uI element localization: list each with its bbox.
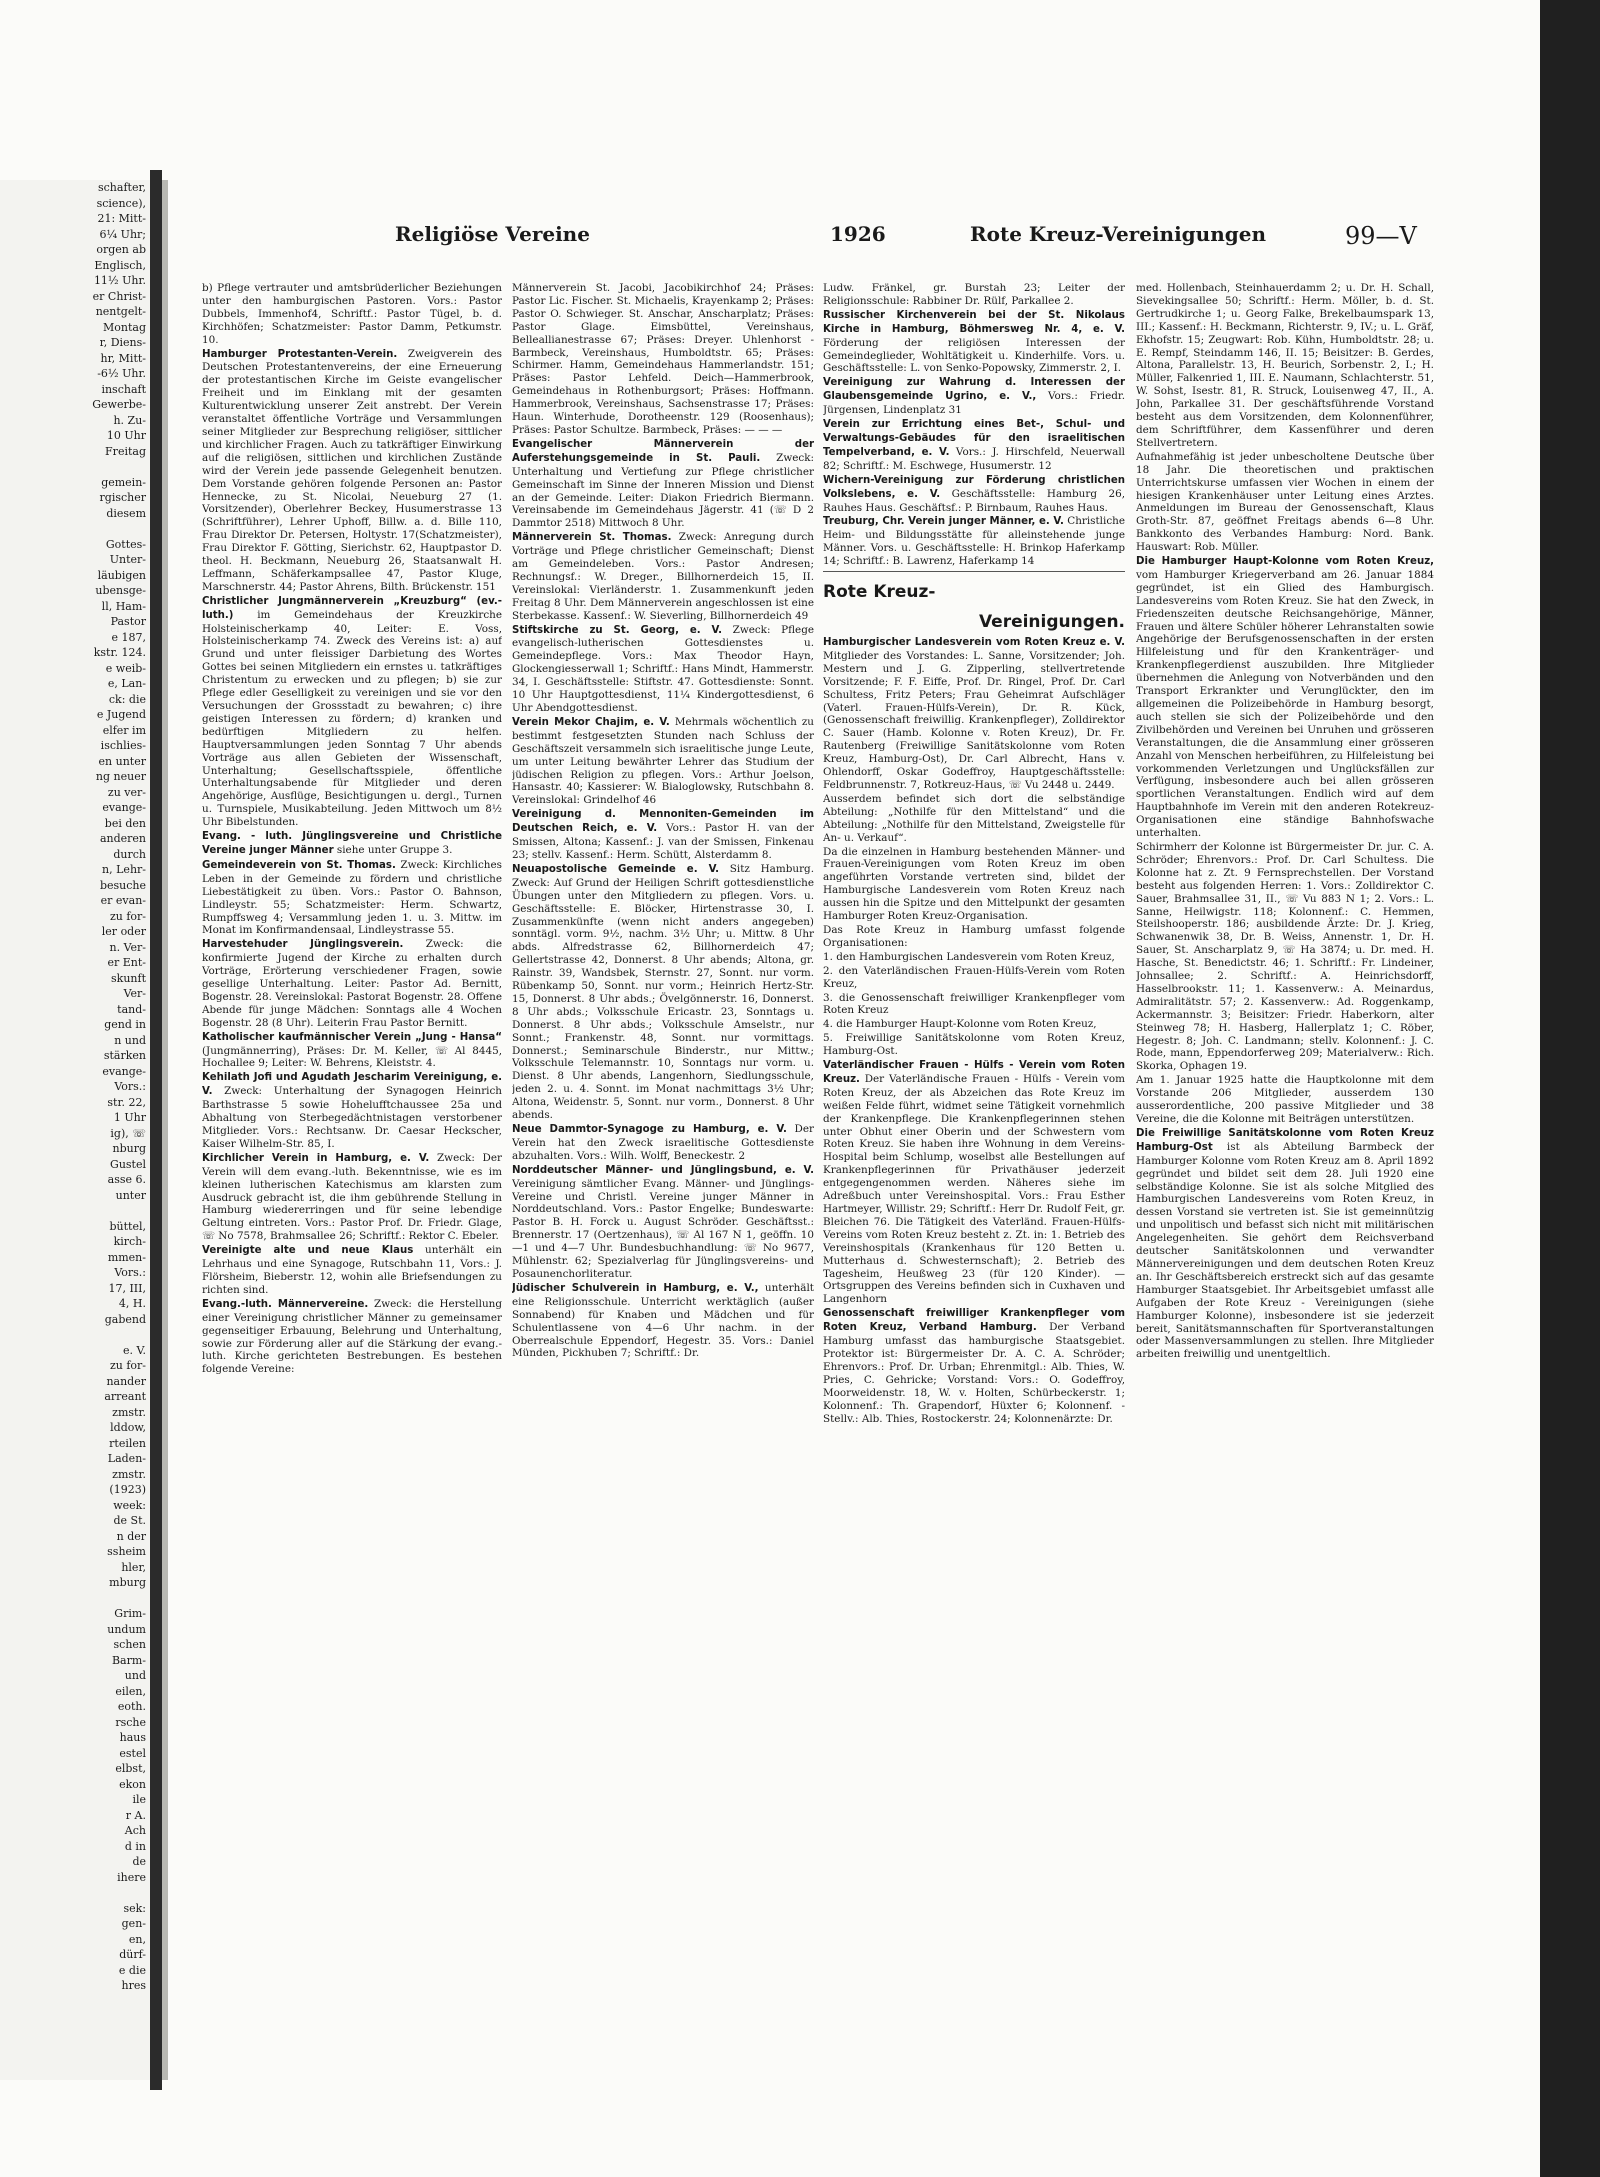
entry-heading: Vereinigung d. Mennoniten-Gemeinden im Deutschen Reich, e. V. xyxy=(512,809,814,835)
left-margin-fragment: -6½ Uhr. xyxy=(97,367,146,380)
left-margin-fragment: Englisch, xyxy=(94,258,146,272)
entry-heading: Vereinigung zur Wahrung d. Interessen der Glaubensgemeinde Ugrino, e. V., xyxy=(823,377,1125,403)
book-spine xyxy=(150,170,162,2090)
right-scan-edge xyxy=(1540,0,1600,2177)
entry-text: Zweck: Unterhaltung und Vertiefung zur Pflege christlicher Gemeinschaft im Sinne der Inneren Mission und Dienst an der Gemeinde. Leiter: Diakon Friedrich Biermann. Vereinsabende im Gemeindehaus Jägerstr. 41 (☏ D 2 Dammtor 2518) Mittwoch 8 Uhr. xyxy=(512,451,814,530)
left-margin-fragment: bei den xyxy=(104,816,146,830)
left-margin-fragment: skunft xyxy=(111,971,146,985)
entry-text: ist als Abteilung Barmbeck der Hamburger Kolonne vom Roten Kreuz am 8. April 1892 gegründet und bildet seit dem 28. Juli 1920 eine selbständige Kolonne. Sie ist als solche Mitglied des Hamburgischen Landesvereins vom Roten Kreuz, in dessen Vorstand sie vertreten ist. Sie ist gemeinnützig und unpolitisch und befasst sich nicht mit militärischen Angelegenheiten. Sie gehört dem Reichsverband deutscher Sanitätskolonnen und verwandter Männervereinigungen und dem deutschen Roten Kreuz an. Ihr Geschäftsbereich erstreckt sich auf das gesamte Hamburger Staatsgebiet. Ihr Arbeitsgebiet umfasst alle Aufgaben der Rote Kreuz - Vereinigungen (siehe Hamburger Kolonne), insbesondere ist sie jederzeit bereit, Sanitätsmannschaften für Sportveranstaltungen oder Massenversammlungen zu stellen. Ihre Mitglieder arbeiten freiwillig und unentgeltlich. xyxy=(1136,1140,1434,1361)
left-margin-fragment: 6¼ Uhr; xyxy=(99,227,146,241)
left-margin-fragment: ihere xyxy=(117,1870,146,1884)
directory-entry xyxy=(202,1152,502,1243)
entry-text: 3. die Genossenschaft freiwilliger Krankenpfleger vom Roten Kreuz xyxy=(823,991,1125,1017)
directory-entry xyxy=(202,1031,502,1071)
entry-text: Förderung der religiösen Interessen der Gemeindeglieder, Wohltätigkeit u. Kinderhilfe. Vors. u. Geschäftsstelle: L. von Senko-Popowsky, Zimmerstr. 2, I. xyxy=(823,336,1125,375)
left-margin-fragment: zu for- xyxy=(109,909,146,923)
directory-entry xyxy=(1136,841,1434,1073)
entry-text: med. Hollenbach, Steinhauerdamm 2; u. Dr. H. Schall, Sievekingsallee 50; Schriftf.: Herm. Möller, b. d. St. Gertrudkirche 1; u. Georg Falke, Brekelbaumspark 13, III.; Kassenf.: H. Beckmann, Richterstr. 9, IV.; u. L. Gräf, Ekhofstr. 15; Zeugwart: Rob. Kühn, Humboldtstr. 28; u. E. Rempf, Steindamm 146, II. 15; Beisitzer: B. Gerdes, Altona, Parallelstr. 13, H. Beurich, Sorbenstr. 2, I.; H. Müller, Falkenried 1, III. E. Naumann, Schlachterstr. 51, W. Sohst, Isestr. 81, R. Struck, Louisenweg 47, II., A. John, Parkallee 31. Der geschäftsführende Vorstand besteht aus dem Vorsitzenden, dem Kolonnenführer, dem Schriftführer, dem Kassenführer und deren Stellvertretern. xyxy=(1136,282,1434,449)
entry-text: Schirmherr der Kolonne ist Bürgermeister Dr. jur. C. A. Schröder; Ehrenvors.: Prof. Dr. Carl Schultess. Die Kolonne hat z. Zt. 9 Fernsprechstellen. Der Vorstand besteht aus folgenden Herren: 1. Vors.: Zolldirektor C. Sauer, Brahmsallee 31, II., ☏ Vu 883 N 1; 2. Vors.: L. Sanne, Heilwigstr. 118; Kolonnenf.: C. Hemmen, Steilshooperstr. 186; ausbildende Ärzte: Dr. J. Krieg, Schwanenwik 38, Dr. B. Weiss, Annenstr. 1, Dr. H. Sauer, St. Anscharplatz 9, ☏ Ha 3874; u. Dr. med. H. Hasche, St. Benedictstr. 46; 1. Schriftf.: Fr. Lindeiner, Johnsallee; 2. Schriftf.: A. Heinrichsdorff, Hasselbrookstr. 11; 1. Kassenverw.: A. Meinardus, Admiralitätstr. 57; 2. Kassenverw.: Ad. Roggenkamp, Ackermannstr. 3; Beisitzer: Friedr. Haberkorn, alter Steinweg 78; H. Hasberg, Hallerplatz 1; C. Röber, Hegestr. 8; Joh. C. Landmann; stellv. Kolonnenf.: J. C. Rode, mann, Eppendorferweg 209; Materialverw.: Rich. Skorka, Ophagen 19. xyxy=(1136,840,1434,1073)
left-page-margin-fragment xyxy=(0,180,150,2080)
entry-heading: Neue Dammtor-Synagoge zu Hamburg, e. V. xyxy=(512,1124,787,1135)
entry-heading: Verein zur Errichtung eines Bet-, Schul- und Verwaltungs-Gebäudes für den israelitischen Tempelverband, e. V. xyxy=(823,419,1125,458)
directory-entry xyxy=(823,924,1125,950)
left-margin-fragment: ischlies- xyxy=(100,739,146,752)
left-margin-fragment: elfer im xyxy=(102,723,146,737)
left-margin-fragment: ler oder xyxy=(101,925,146,938)
directory-entry xyxy=(202,859,502,937)
directory-entry xyxy=(823,309,1125,376)
text-column-2 xyxy=(512,282,814,2062)
left-margin-fragment: mburg xyxy=(109,1576,146,1589)
entry-heading: Vereinigte alte und neue Klaus xyxy=(202,1245,414,1257)
entry-heading: Hamburgischer Landesverein vom Roten Kreuz e. V. xyxy=(823,637,1125,649)
entry-heading: Wichern-Vereinigung zur Förderung christlichen Volkslebens, e. V. xyxy=(823,474,1125,500)
left-margin-fragment: hr, Mitt- xyxy=(100,351,146,365)
left-margin-fragment: rsche xyxy=(115,1715,146,1729)
left-margin-fragment: Gustel xyxy=(110,1157,146,1171)
entry-heading: Evang. - luth. Jünglingsvereine und Christliche Vereine junger Männer xyxy=(202,831,502,856)
left-margin-fragment: ig), ☏ xyxy=(110,1126,146,1140)
left-margin-fragment: n, Lehr- xyxy=(102,863,146,876)
left-margin-fragment: Barm- xyxy=(111,1653,146,1667)
left-margin-fragment: und xyxy=(124,1669,146,1682)
directory-entry xyxy=(202,1071,502,1150)
left-margin-fragment: e, Lan- xyxy=(107,677,146,690)
left-margin-fragment: unter xyxy=(115,1188,146,1202)
entry-heading: Gemeindeverein von St. Thomas. xyxy=(202,859,396,871)
text-column-3 xyxy=(823,282,1125,2062)
entry-text: b) Pflege vertrauter und amtsbrüderlicher Beziehungen unter den hamburgischen Pastoren. Vors.: Pastor Dubbels, Immenhof4, Schriftf.: Pastor Tügel, b. d. Kirchhöfen; Schatzmeister: Pastor Damm, Petkumstr. 10. xyxy=(202,282,502,346)
left-margin-fragment: e 187, xyxy=(111,630,146,644)
directory-entry xyxy=(202,595,502,829)
left-margin-fragment: besuche xyxy=(99,878,146,892)
left-margin-fragment: anderen xyxy=(99,832,146,845)
left-margin-fragment: er evan- xyxy=(100,894,146,907)
running-header xyxy=(200,222,1490,256)
left-margin-fragment: week: xyxy=(113,1498,146,1512)
left-margin-fragment: ubensge- xyxy=(95,584,146,597)
left-margin-fragment: stärken xyxy=(103,1049,146,1062)
entry-text: (Jungmännerring), Präses: Dr. M. Keller, ☏ Al 8445, Hochallee 9; Leiter: W. Behrens, Kleiststr. 4. xyxy=(202,1044,502,1070)
left-margin-fragment: tand- xyxy=(117,1002,146,1016)
left-margin-fragment: Ach xyxy=(124,1824,146,1837)
directory-entry xyxy=(823,376,1125,417)
entry-heading: Katholischer kaufmännischer Verein „Jung - Hansa“ xyxy=(202,1031,502,1043)
left-margin-fragment: haus xyxy=(119,1731,146,1744)
left-margin-fragment: zu ver- xyxy=(107,785,146,799)
left-margin-fragment: 1 Uhr xyxy=(113,1111,146,1124)
entry-heading: Harvestehuder Jünglingsverein. xyxy=(202,939,404,951)
entry-text: Der Vaterländische Frauen - Hülfs - Verein vom Roten Kreuz, der als Abzeichen das Rote Kreuz im weißen Felde führt, widmet seine Tätigkeit vornehmlich der Krankenpflege. Die Krankenpflegerinnen stehen unter Obhut einer Oberin und der Schwestern vom Roten Kreuz. Sie haben ihre Wohnung in dem Vereins-Hospital beim Schlump, woselbst alle Bestellungen auf Krankenpflegerinnen für Privathäuser jederzeit entgegengenommen werden. Näheres siehe im Adreßbuch unter Vereinshospital. Vors.: Frau Esther Hartmeyer, Willistr. 29; Schriftf.: Herr Dr. Rudolf Feit, gr. Bleichen 76. Die Tätigkeit des Vaterländ. Frauen-Hülfs-Vereins vom Roten Kreuz besteht z. Zt. in: 1. Betrieb des Vereinshospitals (Krankenhaus für 120 Betten u. Mutterhaus d. Schwesternschaft); 2. Betrieb des Tagesheim, Heußweg 23 (für 120 Kinder). — Ortsgruppen des Vereins befinden sich in Cuxhaven und Langenhorn xyxy=(823,1072,1125,1306)
directory-entry xyxy=(823,992,1125,1018)
left-margin-fragment: en, xyxy=(128,1932,146,1946)
directory-entry xyxy=(1136,555,1434,840)
directory-entry xyxy=(512,531,814,622)
left-margin-fragment: ssheim xyxy=(107,1545,146,1558)
left-margin-fragment xyxy=(0,1327,150,1343)
directory-entry xyxy=(512,624,814,715)
left-margin-fragment: nburg xyxy=(112,1142,146,1155)
left-margin-fragment: er Ent- xyxy=(107,956,146,969)
directory-entry xyxy=(202,1298,502,1376)
text-column-4 xyxy=(1136,282,1434,2062)
directory-entry xyxy=(1136,282,1434,450)
left-margin-fragment: hres xyxy=(121,1979,146,1992)
header-chapter-title: Rote Kreuz-Vereinigungen xyxy=(970,222,1266,246)
directory-entry xyxy=(823,846,1125,923)
left-margin-fragment: arreant xyxy=(104,1390,146,1403)
entry-text: Ausserdem befindet sich dort die selbständige Abteilung: „Nothilfe für den Mittelstand“ und die Abteilung: „Nothilfe für den Mittelstand, Zweigstelle für An- u. Verkauf“. xyxy=(823,792,1125,844)
directory-entry xyxy=(512,808,814,862)
entry-text: unterhält ein Lehrhaus und eine Synagoge, Rutschbahn 11, Vors.: J. Flörsheim, Bieberstr. 12, wohin alle Briefsendungen zu richten sind. xyxy=(202,1244,502,1296)
entry-text: vom Hamburger Kriegerverband am 26. Januar 1884 gegründet, ist ein Glied des Hamburgisch. Landesvereins vom Roten Kreuz. Sie hat den Zweck, in Friedenszeiten deutsche Reichsangehörige, Männer, Frauen und ältere Schüler höherer Lehranstalten sowie Angehörige der Berufsgenossenschaften in der ersten Hilfeleistung und für den Krankenträger- und Krankenpflegerdienst auszubilden. Ihre Mitglieder übernehmen die Anlegung von Notverbänden und den Transport Erkrankter und Verunglückter, den im allgemeinen die Polizeibehörde in Hamburg besorgt, auch stellen sie sich der Polizeibehörde und den Zivilbehörden und Vereinen bei Unruhen und grösseren Veranstaltungen, die die Ansammlung einer grösseren Anzahl von Menschen herbeiführen, zu Hilfeleistung bei vorkommenden Verletzungen und Unglücksfällen zur Verfügung, insbesondere auch bei allen grösseren sportlichen Veranstaltungen. Endlich wird auf dem Hauptbahnhofe im Verein mit den anderen Rotekreuz-Organisationen eine ständige Bahnhofswache unterhalten. xyxy=(1136,568,1434,840)
entry-text: Zweck: Anregung durch Vorträge und Pflege christlicher Gemeinschaft; Dienst am Gemeindeleben. Vors.: Pastor Andresen; Rechnungsf.: W. Dreger., Billhornerdeich 15, II. Vereinslokal: Vierländerstr. 1. Zusammenkunft jeden Freitag 8 Uhr. Dem Männerverein angeschlossen ist eine Sterbekasse. Kassenf.: W. Sieverling, Billhornerdeich 49 xyxy=(512,531,814,622)
left-margin-fragment: schafter, xyxy=(98,181,146,194)
left-margin-fragment: elbst, xyxy=(115,1762,146,1775)
left-margin-fragment: dürf- xyxy=(119,1948,146,1961)
left-margin-fragment: 17, III, xyxy=(108,1281,146,1295)
entry-heading: Evangelischer Männerverein der Auferstehungsgemeinde in St. Pauli. xyxy=(512,438,814,464)
entry-heading: Kirchlicher Verein in Hamburg, e. V. xyxy=(202,1152,430,1164)
entry-text: Zweck: Kirchliches Leben in der Gemeinde zu fördern und christliche Liebestätigkeit zu üben. Vors.: Pastor O. Bahnson, Lindleystr. 55; Schatzmeister: Herm. Schwartz, Rumpffsweg 4; Versammlung jeden 1. u. 3. Mittw. im Monat im Konfirmandensaal, Lindleystrasse 55. xyxy=(202,858,502,937)
left-margin-fragment: lddow, xyxy=(110,1421,146,1434)
entry-heading: Norddeutscher Männer- und Jünglingsbund, e. V. xyxy=(512,1164,814,1176)
left-margin-fragment: e. V. xyxy=(122,1343,146,1357)
left-margin-fragment: rgischer xyxy=(99,491,146,504)
directory-entry xyxy=(823,1018,1125,1031)
directory-entry xyxy=(512,282,814,437)
entry-text: 2. den Vaterländischen Frauen-Hülfs-Verein vom Roten Kreuz, xyxy=(823,964,1125,990)
left-margin-fragment: zu for- xyxy=(109,1359,146,1372)
entry-heading: Die Hamburger Haupt-Kolonne vom Roten Kreuz, xyxy=(1136,556,1434,568)
directory-entry xyxy=(823,951,1125,964)
directory-entry xyxy=(823,636,1125,792)
directory-entry xyxy=(823,793,1125,845)
entry-text: unterhält eine Religionsschule. Unterricht werktäglich (außer Sonnabend) für Knaben und Mädchen und für Schulentlassene von 4—6 Uhr nachm. in der Oberrealschule Eppendorf, Hegestr. 35. Vors.: Daniel Münden, Pickhuben 7; Schriftf.: Dr. xyxy=(512,1281,814,1360)
entry-text: Ludw. Fränkel, gr. Burstah 23; Leiter der Religionsschule: Rabbiner Dr. Rülf, Parkallee 2. xyxy=(823,282,1125,307)
directory-entry xyxy=(1136,1074,1434,1126)
left-margin-fragment: eoth. xyxy=(117,1700,146,1713)
entry-heading: Hamburger Protestanten-Verein. xyxy=(202,348,398,360)
entry-text: Aufnahmefähig ist jeder unbescholtene Deutsche über 18 Jahr. Die theoretischen und praktischen Unterrichtskurse umfassen vier Wochen in einem der hiesigen Krankenhäuser unter Leitung eines Arztes. Anmeldungen im Bureau der Genossenschaft, Klaus Groth-Str. 87, geöffnet Freitags abends 6—8 Uhr. Bankkonto des Verbandes Hamburg: Nord. Bank. Hauswart: Rob. Müller. xyxy=(1136,450,1434,554)
directory-entry xyxy=(823,965,1125,991)
directory-entry xyxy=(202,348,502,594)
entry-text: Männerverein St. Jacobi, Jacobikirchhof 24; Präses: Pastor Lic. Fischer. St. Michaelis, Krayenkamp 2; Präses: Pastor O. Schwieger. St. Anschar, Anscharplatz; Präses: Pastor Glage. Eimsbüttel, Vereinshaus, Belleallianestrasse 67; Präses: Dreyer. Uhlenhorst - Barmbeck, Vereinshaus, Humboldtstr. 65; Präses: Schirmer. Hamm, Gemeindehaus Hammerlandstr. 151; Präses: Pastor Lehfeld. Deich—Hammerbrook, Gemeindehaus in Rothenburgsort; Präses: Hoffmann. Hammerbrook, Vereinshaus, Sachsenstrasse 17; Präses: Haun. Winterhude, Dorotheenstr. 129 (Roosenhaus); Präses: Pastor Schultze. Barmbeck, Präses: — — — xyxy=(512,282,814,436)
entry-heading: Kehilath Jofi und Agudath Jescharim Vereinigung, e. V. xyxy=(202,1072,502,1098)
left-margin-fragment: asse 6. xyxy=(107,1173,146,1186)
left-margin-fragment: gend in xyxy=(104,1018,146,1031)
directory-entry xyxy=(823,418,1125,473)
entry-text: Am 1. Januar 1925 hatte die Hauptkolonne mit dem Vorstande 206 Mitglieder, ausserdem 130 ausserordentliche, 200 passive Mitglieder und 38 Vereine, die die Kolonne mit Beiträgen unterstützen. xyxy=(1136,1074,1434,1125)
entry-text: Vereinigung sämtlicher Evang. Männer- und Jünglings-Vereine und Christl. Vereine junger Männer in Norddeutschland. Vors.: Pastor Engelke; Bundeswarte: Pastor B. H. Forck u. August Schröder. Geschäftsst.: Brennerstr. 17 (Oertzenhaus), ☏ Al 167 N 1, geöffn. 10—1 und 4—7 Uhr. Bundesbuchhandlung: ☏ No 9677, Mühlenstr. 62; Spezialverlag für Jünglingsvereins- und Posaunenchorliteratur. xyxy=(512,1177,814,1280)
directory-entry xyxy=(512,1164,814,1281)
left-margin-fragment: mmen- xyxy=(107,1250,146,1264)
left-margin-fragment: str. 22, xyxy=(107,1095,146,1109)
left-margin-fragment: Freitag xyxy=(105,444,146,458)
entry-text: Mehrmals wöchentlich zu bestimmt festgesetzten Stunden nach Schluss der Geschäftszeit versammeln sich israelitische junge Leute, um unter Leitung bewährter Lehrer das Studium der jüdischen Religion zu pflegen. Vors.: Arthur Joelson, Hansastr. 40; Kassierer: W. Bialoglowsky, Rutschbahn 8. Vereinslokal: Grindelhof 46 xyxy=(512,715,814,807)
left-margin-fragment: e weib- xyxy=(105,661,146,675)
left-margin-fragment: n und xyxy=(114,1033,146,1047)
left-margin-fragment: büttel, xyxy=(109,1219,146,1233)
left-margin-fragment: durch xyxy=(113,847,146,861)
left-margin-fragment: e die xyxy=(118,1963,146,1977)
directory-entry xyxy=(823,282,1125,308)
left-margin-fragment xyxy=(0,1885,150,1901)
entry-heading: Russischer Kirchenverein bei der St. Nikolaus Kirche in Hamburg, Böhmersweg Nr. 4, e. V. xyxy=(823,309,1125,335)
left-margin-fragment: inschaft xyxy=(101,382,146,396)
left-margin-fragment: de St. xyxy=(113,1514,146,1527)
left-margin-fragment: d in xyxy=(124,1839,146,1853)
entry-text: im Gemeindehaus der Kreuzkirche Holsteinischerkamp 40, Leiter: E. Voss, Holsteinischerkamp 74. Zweck des Vereins ist: a) auf Grund und unter fleissiger Darbietung des Wortes Gottes bei seinen Mitgliedern ein ernstes u. tatkräftiges Christentum zu erwecken und zu pflegen; b) sie zur Pflege edler Geselligkeit zu vereinigen und sie vor den Versuchungen der Grossstadt zu bewahren; c) ihre geistigen Interessen zu fördern; d) kranken und bedürftigen Mitgliedern zu helfen. Hauptversammlungen jeden Sonntag 7 Uhr abends Vorträge aus allen Gebieten der Wissenschaft, Unterhaltung; Gesellschaftsspiele, öffentliche Unterhaltungsabende für Mitglieder und deren Angehörige, Ausflüge, Besichtigungen u. dergl., Turnen u. Turnspiele, Musikabteilung. Jeden Mittwoch um 8½ Uhr Bibelstunden. xyxy=(202,608,502,829)
directory-entry xyxy=(823,1307,1125,1425)
section-heading: Vereinigungen. xyxy=(978,612,1125,633)
left-margin-fragment: sek: xyxy=(123,1901,146,1915)
entry-heading: Die Freiwillige Sanitätskolonne vom Roten Kreuz Hamburg-Ost xyxy=(1136,1127,1434,1153)
entry-text: Das Rote Kreuz in Hamburg umfasst folgende Organisationen: xyxy=(823,923,1125,949)
left-margin-fragment: orgen ab xyxy=(96,243,146,256)
directory-entry xyxy=(202,938,502,1029)
left-margin-fragment: estel xyxy=(119,1746,146,1760)
left-margin-fragment: Gewerbe- xyxy=(92,398,146,411)
entry-text: Der Verein hat den Zweck israelitische Gottesdienste abzuhalten. Vors.: Wilh. Wolff, Beneckestr. 2 xyxy=(512,1123,814,1162)
entry-heading: Christlicher Jungmännerverein „Kreuzburg“ (ev.-luth.) xyxy=(202,595,502,621)
directory-entry xyxy=(202,1244,502,1297)
section-heading: Rote Kreuz- xyxy=(823,582,936,603)
left-margin-fragment: Vors.: xyxy=(114,1266,146,1279)
left-margin-fragment xyxy=(0,521,150,537)
left-margin-fragment: ile xyxy=(132,1793,146,1806)
entry-text: Sitz Hamburg. Zweck: Auf Grund der Heiligen Schrift gottesdienstliche Übungen unter den Mitgliedern zu pflegen. Vors. u. Geschäftsstelle: E. Blöcker, Hirtenstrasse 30, I. Zusammenkünfte (wenn nicht anders angegeben) sonntägl. vorm. 9½, nachm. 3½ Uhr; u. Mittw. 8 Uhr abds. Alfredstrasse 62, Billhornerdeich 47; Gellertstrasse 42, Donnerst. 8 Uhr abends; Altona, gr. Rainstr. 39, Wandsbek, Sternstr. 27, Sonnt. nur vorm. Rübenkamp 50, Sonnt. nur vorm.; Heinrich Hertz-Str. 15, Donnerst. 8 Uhr abds.; Övelgönnerstr. 16, Donnerst. 8 Uhr abds.; Volksschule Ericastr. 23, Sonntags u. Donnerst. 8 Uhr abds.; Volksschule Amselstr., nur Sonnt.; Frankenstr. 48, Sonnt. nur vormittags. Donnerst.; Seminarschule Binderstr., nur Mittw.; Volksschule Telemannstr. 10, Sonntags nur vorm. u. Dienst. 8 Uhr abends, Langenhorn, Siedlungsschule, jeden 2. u. 4. Sonnt. im Monat nachmittags 3½ Uhr; Altona, Weidenstr. 5, Sonnt. nur vorm., Donnerst. 8 Uhr abends. xyxy=(512,862,814,1122)
entry-text: Zweck: die Herstellung einer Vereinigung christlicher Männer zu gemeinsamer gegenseitiger Erbauung, Belehrung und Unterhaltung, sowie zur Förderung aller auf die Stärkung der evang.-luth. Kirche gerichteten Bestrebungen. Es bestehen folgende Vereine: xyxy=(202,1297,502,1376)
entry-text: Mitglieder des Vorstandes: L. Sanne, Vorsitzender; Joh. Mestern und J. G. Zipperling, stellvertretende Vorsitzende; F. F. Eiffe, Prof. Dr. Ringel, Prof. Dr. Carl Schultess, Fritz Peters; Frau Geheimrat Aufschläger (Vaterl. Frauen-Hülfs-Verein), Dr. R. Kück, (Genossenschaft freiwillig. Krankenpfleger), Zolldirektor C. Sauer (Hamb. Kolonne v. Roten Kreuz), Dr. Fr. Rautenberg (Freiwillige Sanitätskolonne vom Roten Kreuz, Hamburg-Ost), Dr. Carl Albrecht, Hans v. Ohlendorff, Oskar Godeffroy, Hauptgeschäftsstelle: Feldbrunnenstr. 7, Rotkreuz-Haus, ☏ Vu 2448 u. 2449. xyxy=(823,649,1125,791)
left-margin-fragment: diesem xyxy=(106,506,146,520)
entry-heading: Männerverein St. Thomas. xyxy=(512,532,672,544)
left-margin-fragment: 10 Uhr xyxy=(106,429,146,442)
left-margin-fragment: hler, xyxy=(121,1560,146,1574)
left-margin-fragment: eilen, xyxy=(115,1684,146,1698)
directory-entry xyxy=(823,1032,1125,1058)
entry-heading: Jüdischer Schulverein in Hamburg, e. V., xyxy=(512,1282,759,1294)
left-margin-fragment: r, Diens- xyxy=(99,336,146,349)
left-margin-fragment: r A. xyxy=(125,1808,146,1822)
entry-heading: Evang.-luth. Männervereine. xyxy=(202,1298,369,1310)
left-margin-fragment: evange- xyxy=(102,1064,146,1078)
left-margin-fragment: Ver- xyxy=(123,987,146,1000)
directory-entry xyxy=(823,515,1125,568)
left-margin-fragment: de xyxy=(132,1855,146,1868)
left-margin-fragment: ng neuer xyxy=(95,770,146,783)
left-margin-fragment: nentgelt- xyxy=(95,305,146,318)
left-margin-fragment: ll, Ham- xyxy=(101,599,146,613)
directory-entry xyxy=(202,282,502,347)
left-margin-fragment: gabend xyxy=(104,1312,146,1326)
left-margin-fragment: gen- xyxy=(121,1917,146,1930)
directory-entry xyxy=(512,716,814,807)
left-margin-fragment: ck: die xyxy=(108,692,146,706)
entry-heading: Genossenschaft freiwilliger Krankenpfleger vom Roten Kreuz, Verband Hamburg. xyxy=(823,1308,1125,1334)
left-margin-fragment: kstr. 124. xyxy=(93,646,146,659)
left-margin-fragment: undum xyxy=(107,1622,146,1636)
entry-text: Zweck: Unterhaltung der Synagogen Heinrich Barthstrasse 5 sowie Hohelufftchaussee 25a und Abhaltung von Sterbegedächtnistagen verstorbener Mitglieder. Vors.: Rechtsanw. Dr. Caesar Heckscher, Kaiser Wilhelm-Str. 85, I. xyxy=(202,1085,502,1150)
entry-heading: Vaterländischer Frauen - Hülfs - Verein vom Roten Kreuz. xyxy=(823,1060,1125,1085)
section-divider xyxy=(823,571,1125,572)
left-margin-fragment xyxy=(0,1591,150,1607)
left-margin-fragment: n. Ver- xyxy=(109,940,146,954)
entry-text: Vors.: Pastor H. van der Smissen, Altona; Kassenf.: J. van der Smissen, Finkenau 23; stellv. Kassenf.: Herm. Schütt, Alsterdamm 8. xyxy=(512,822,814,861)
entry-heading: Verein Mekor Chajim, e. V. xyxy=(512,716,670,728)
entry-text: Zweck: die konfirmierte Jugend der Kirche zu erhalten durch Vorträge, Erörterung verschiedener Fragen, sowie gesellige Unterhaltung. Leiter: Pastor Ad. Bernitt, Bogenstr. 28. Vereinslokal: Pastorat Bogenstr. 28. Offene Abende für junge Mädchen: Sonntags alle 4 Wochen Bogenstr. 28 (8 Uhr). Leiterin Frau Pastor Bernitt. xyxy=(202,938,502,1029)
header-section-title: Religiöse Vereine xyxy=(395,222,590,246)
left-margin-fragment xyxy=(0,459,150,475)
left-margin-fragment: Vors.: xyxy=(114,1080,146,1093)
entry-text: Christliche Heim- und Bildungsstätte für alleinstehende junge Männer. Vors. u. Geschäftsstelle: H. Brinkop Haferkamp 14; Schriftf.: B. Lawrenz, Haferkamp 14 xyxy=(823,515,1125,568)
left-margin-fragment: ekon xyxy=(119,1777,146,1791)
left-margin-fragment: gemein- xyxy=(101,475,146,489)
entry-text: Zweigverein des Deutschen Protestantenvereins, der eine Erneuerung der protestantischen Kirche im Geiste evangelischer Freiheit und im Einklang mit der gesamten Kulturentwicklung unserer Zeit anstrebt. Der Verein veranstaltet öffentliche Vorträge und Versammlungen seiner Mitglieder zur Besprechung religiöser, sittlicher und kirchlicher Fragen. Auch zu tatkräftiger Einwirkung auf die religiösen, sittlichen und kirchlichen Zustände wird der Verein jede passende Gelegenheit benutzen. Dem Vorstande gehören folgende Personen an: Pastor Hennecke, zu St. Nicolai, Neueburg 27 (1. Vorsitzender), Oberlehrer Beckey, Husumerstrasse 13 (Schriftführer), Lehrer Uphoff, Billw. a. d. Bille 110, Frau Direktor Dr. Petersen, Holtystr. 17(Schatzmeister), Frau Direktor F. Götting, Sierichstr. 62, Hauptpastor D. theol. H. Beckmann, Neueburg 26, Staatsanwalt H. Leffmann, Schäferkampsallee 47, Pastor Kluge, Marschnerstr. 44; Pastor Ahrens, Bilth. Brückenstr. 151 xyxy=(202,347,502,593)
left-margin-fragment: läubigen xyxy=(97,568,146,582)
left-margin-fragment: n der xyxy=(116,1529,146,1543)
directory-entry xyxy=(823,1059,1125,1306)
left-margin-fragment: zmstr. xyxy=(112,1467,146,1481)
entry-heading: Treuburg, Chr. Verein junger Männer, e. V. xyxy=(823,516,1064,528)
left-margin-fragment: Grim- xyxy=(114,1607,146,1620)
left-margin-fragment xyxy=(0,1203,150,1219)
entry-text: Der Verband Hamburg umfasst das hamburgische Staatsgebiet. Protektor ist: Bürgermeister Dr. A. C. A. Schröder; Ehrenvors.: Prof. Dr. Urban; Ehrenmitgl.: Alb. Thies, W. Pries, C. Gehricke; Vorstand: Vors.: O. Godeffroy, Moorweidenstr. 18, W. v. Holten, Schürbeckerstr. 1; Kolonnenf.: Th. Grapendorf, Hüxter 6; Kolonnenf. - Stellv.: Alb. Thies, Rostockerstr. 24; Kolonnenärzte: Dr. xyxy=(823,1321,1125,1425)
entry-text: Vors.: J. Hirschfeld, Neuerwall 82; Schriftf.: M. Eschwege, Husumerstr. 12 xyxy=(823,445,1125,472)
left-margin-fragment: 4, H. xyxy=(118,1297,146,1310)
left-margin-fragment: en unter xyxy=(98,754,146,768)
directory-entry xyxy=(202,830,502,858)
entry-text: Da die einzelnen in Hamburg bestehenden Männer- und Frauen-Vereinigungen vom Roten Kreuz im oben angeführten Vorstande vertreten sind, bildet der Hamburgische Landesverein vom Roten Kreuz nach aussen hin die Spitze und den Mittelpunkt der gesamten Hamburger Roten Kreuz-Organisation. xyxy=(823,845,1125,923)
entry-text: siehe unter Gruppe 3. xyxy=(333,843,453,856)
book-gutter xyxy=(162,180,168,2080)
directory-entry xyxy=(512,863,814,1122)
directory-entry xyxy=(1136,1127,1434,1361)
left-margin-fragment: Unter- xyxy=(109,553,146,566)
left-margin-fragment: Pastor xyxy=(110,615,146,628)
header-year: 1926 xyxy=(830,222,886,246)
entry-text: Geschäftsstelle: Hamburg 26, Rauhes Haus. Geschäftsf.: P. Birnbaum, Rauhes Haus. xyxy=(823,487,1125,514)
left-margin-fragment: zmstr. xyxy=(112,1405,146,1419)
left-margin-fragment: e Jugend xyxy=(96,708,146,721)
left-margin-fragment: h. Zu- xyxy=(113,413,146,427)
left-margin-fragment: Gottes- xyxy=(105,537,146,551)
entry-heading: Neuapostolische Gemeinde e. V. xyxy=(512,863,720,875)
entry-text: Zweck: Pflege evangelisch-lutherischen Gottesdienstes u. Gemeindepflege. Vors.: Max Theodor Hayn, Glockengiesserwall 1; Schriftf.: Hans Mindt, Hammerstr. 34, I. Geschäftsstelle: Stiftstr. 47. Gottesdienste: Sonnt. 10 Uhr Hauptgottesdienst, 11¼ Kindergottesdienst, 6 Uhr Abendgottesdienst. xyxy=(512,623,814,714)
page-number: 99—V xyxy=(1345,222,1417,250)
left-margin-fragment: kirch- xyxy=(113,1235,146,1248)
entry-text: Zweck: Der Verein will dem evang.-luth. Bekenntnisse, wie es im kleinen lutherischen Katechismus am klarsten zum Ausdruck gebracht ist, die ihm gebührende Stellung in Hamburg wiedererringen und für seine lebendige Geltung eintreten. Vors.: Pastor Prof. Dr. Friedr. Glage, ☏ No 7578, Brahmsallee 26; Schriftf.: Rektor C. Ebeler. xyxy=(202,1151,502,1243)
left-margin-fragment: er Christ- xyxy=(92,289,146,303)
entry-text: 1. den Hamburgischen Landesverein vom Roten Kreuz, xyxy=(823,950,1115,963)
text-column-1 xyxy=(202,282,502,2062)
directory-entry xyxy=(823,474,1125,515)
left-margin-fragment: evange- xyxy=(102,801,146,814)
left-margin-fragment: rteilen xyxy=(109,1436,146,1450)
left-margin-fragment: 21: Mitt- xyxy=(97,212,146,225)
directory-entry xyxy=(512,1282,814,1360)
directory-entry xyxy=(512,438,814,530)
left-margin-fragment: schen xyxy=(113,1638,146,1651)
directory-entry xyxy=(512,1123,814,1163)
left-margin-fragment: 11½ Uhr. xyxy=(93,274,146,287)
entry-heading: Stiftskirche zu St. Georg, e. V. xyxy=(512,624,722,636)
left-margin-fragment: Montag xyxy=(103,320,146,334)
entry-text: Vors.: Friedr. Jürgensen, Lindenplatz 31 xyxy=(823,390,1125,417)
left-margin-fragment: science), xyxy=(96,196,146,210)
left-margin-fragment: Laden- xyxy=(107,1452,146,1465)
entry-text: 4. die Hamburger Haupt-Kolonne vom Roten Kreuz, xyxy=(823,1018,1097,1031)
directory-entry xyxy=(1136,451,1434,554)
entry-text: 5. Freiwillige Sanitätskolonne vom Roten Kreuz, Hamburg-Ost. xyxy=(823,1032,1125,1058)
left-margin-fragment: nander xyxy=(106,1374,146,1388)
left-margin-fragment: (1923) xyxy=(109,1483,146,1496)
